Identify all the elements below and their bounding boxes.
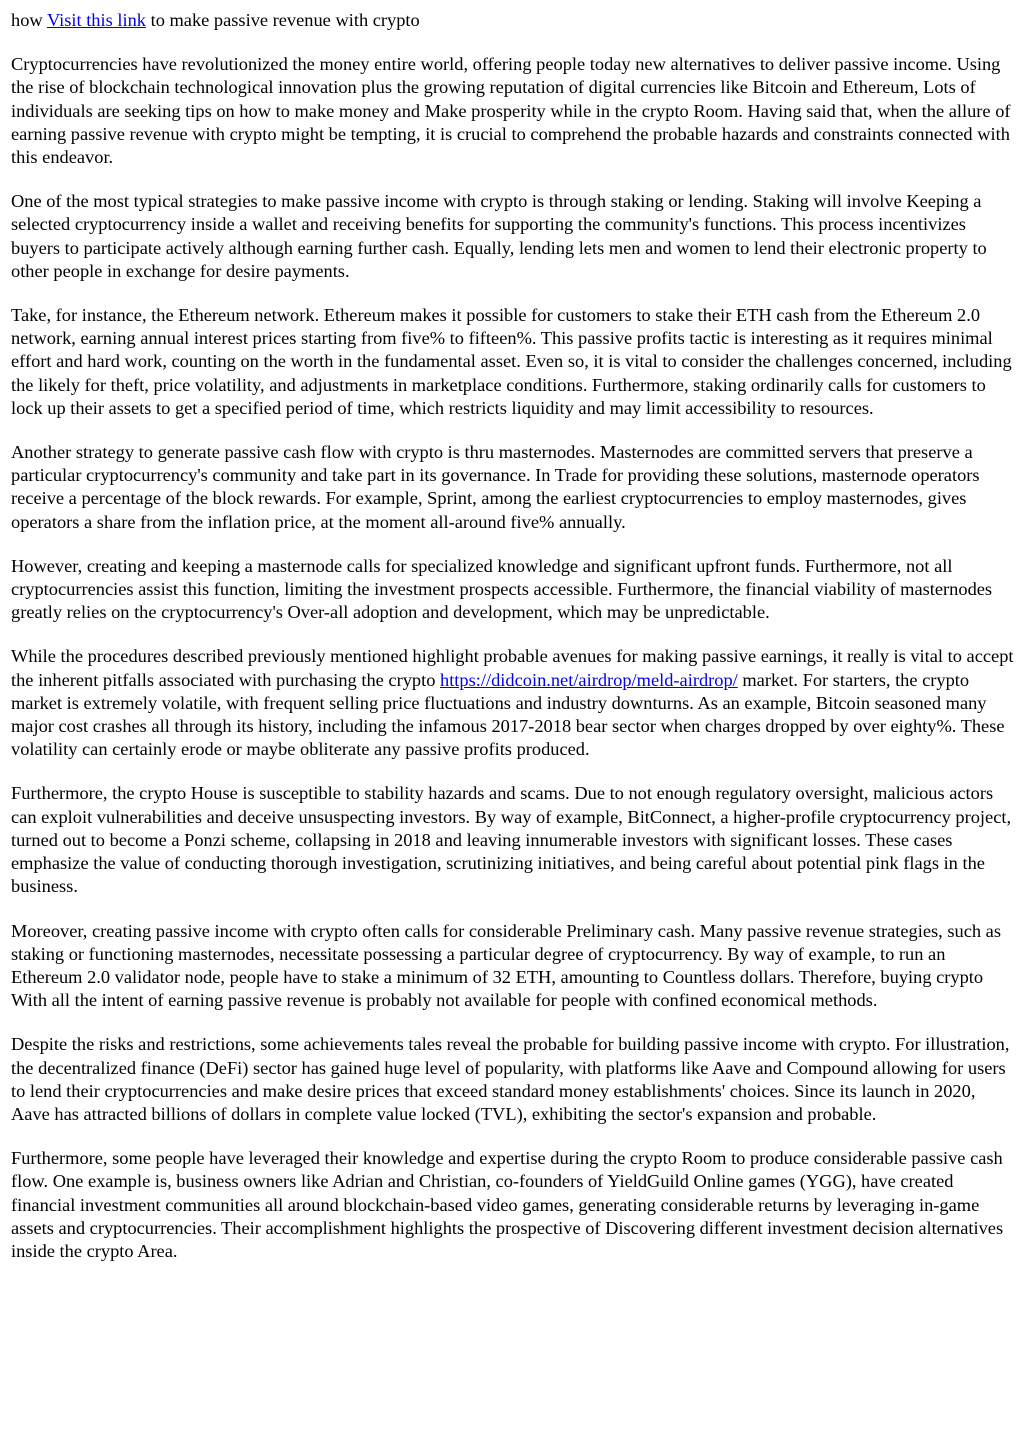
intro-text-after: to make passive revenue with crypto xyxy=(145,10,420,30)
paragraph-staking-lending: One of the most typical strategies to make passive income with crypto is through staking or lending. Staking will involve Keeping a selected cryptocurrency inside a wallet and receiving benefits for supporting the community's functions. This process incentivizes buyers to participate actively although earning further cash. Equally, lending lets men and women to lend their electronic property to other people in exchange for desire payments. xyxy=(11,191,987,281)
paragraph-yieldguild: Furthermore, some people have leveraged their knowledge and expertise during the crypto Room to produce considerable passive cash flow. One example is, business owners like Adrian and Christian, co-founders of YieldGuild Online games (YGG), have created financial investment communities all around blockchain-based video games, generating considerable returns by leveraging in-game assets and cryptocurrencies. Their accomplishment highlights the prospective of Discovering different investment decision alternatives inside the crypto Area. xyxy=(11,1148,1004,1261)
paragraph-masternode-costs: However, creating and keeping a masternode calls for specialized knowledge and significant upfront funds. Furthermore, not all cryptocurrencies assist this function, limiting the investment prospects accessible. Furthermore, the financial viability of masternodes greatly relies on the cryptocurrency's Over-all adoption and development, which may be unpredictable. xyxy=(11,555,993,623)
paragraph-masternodes: Another strategy to generate passive cash flow with crypto is thru masternodes. Masternodes are committed servers that preserve a particular cryptocurrency's community and take part in its governance. In Trade for providing these solutions, masternode operators receive a percentage of the block rewards. For example, Sprint, among the earliest cryptocurrencies to employ masternodes, gives operators a share from the inflation price, at the moment all-around five% annually. xyxy=(11,442,980,532)
paragraph-cryptocurrencies-revolution: Cryptocurrencies have revolutionized the money entire world, offering people today new alternatives to deliver passive income. Using the rise of blockchain technological innovation plus the growing reputation of digital currencies like Bitcoin and Ethereum, Lots of individuals are seeking tips on how to make money and Make prosperity while in the crypto Room. Having said that, when the allure of earning passive revenue with crypto might be tempting, it is crucial to comprehend the probable hazards and constraints connected with this endeavor. xyxy=(11,54,1011,168)
risk-text-after: market. For starters, the crypto market is extremely volatile, with frequent selling price fluctuations and industry downturns. As an example, Bitcoin seasoned many major cost crashes all through its history, including the infamous 2017-2018 bear sector when charges dropped by over eighty%. These volatility can certainly erode or maybe obliterate any passive profits produced. xyxy=(11,669,1005,760)
risk-text-before: While the procedures described previously mentioned highlight probable avenues for making passive earnings, it really is vital to accept the inherent pitfalls associated with purchasing the crypto xyxy=(11,646,1014,690)
intro-paragraph xyxy=(11,9,1016,32)
paragraph-ethereum-staking: Take, for instance, the Ethereum network. Ethereum makes it possible for customers to stake their ETH cash from the Ethereum 2.0 network, earning annual interest prices starting from five% to fifteen%. This passive profits tactic is interesting as it requires minimal effort and hard work, counting on the worth in the fundamental asset. Even so, it is vital to consider the challenges concerned, including the likely for theft, price volatility, and adjustments in marketplace conditions. Furthermore, staking ordinarily calls for customers to lock up their assets to get a specified period of time, which restricts liquidity and may limit accessibility to resources. xyxy=(11,305,1012,418)
intro-text-before: how xyxy=(11,10,47,30)
paragraph-initial-capital: Moreover, creating passive income with crypto often calls for considerable Preliminary cash. Many passive revenue strategies, such as staking or functioning masternodes, necessitate possessing a particular degree of cryptocurrency. By way of example, to run an Ethereum 2.0 validator node, people have to stake a minimum of 32 ETH, amounting to Countless dollars. Therefore, buying crypto With all the intent of earning passive revenue is probably not available for people with confined economical methods. xyxy=(11,920,1001,1011)
paragraph-security-scams: Furthermore, the crypto House is susceptible to stability hazards and scams. Due to not enough regulatory oversight, malicious actors can exploit vulnerabilities and deceive unsuspecting investors. By way of example, BitConnect, a higher-profile cryptocurrency project, turned out to become a Ponzi scheme, collapsing in 2018 and leaving innumerable investors with significant losses. These cases emphasize the value of conducting thorough investigation, scrutinizing initiatives, and being careful about potential pink flags in the business. xyxy=(11,783,1012,897)
paragraph-market-risks xyxy=(11,645,1016,761)
visit-link[interactable]: Visit this link xyxy=(46,10,146,30)
paragraph-defi-success: Despite the risks and restrictions, some achievements tales reveal the probable for building passive income with crypto. For illustration, the decentralized finance (DeFi) sector has gained huge level of popularity, with platforms like Aave and Compound allowing for users to lend their cryptocurrencies and make desire prices that exceed standard money establishments' choices. Since its launch in 2020, Aave has attracted billions of dollars in complete value locked (TVL), exhibiting the sector's expansion and probable. xyxy=(11,1034,1010,1124)
airdrop-link[interactable]: https://didcoin.net/airdrop/meld-airdrop/ xyxy=(440,669,738,690)
